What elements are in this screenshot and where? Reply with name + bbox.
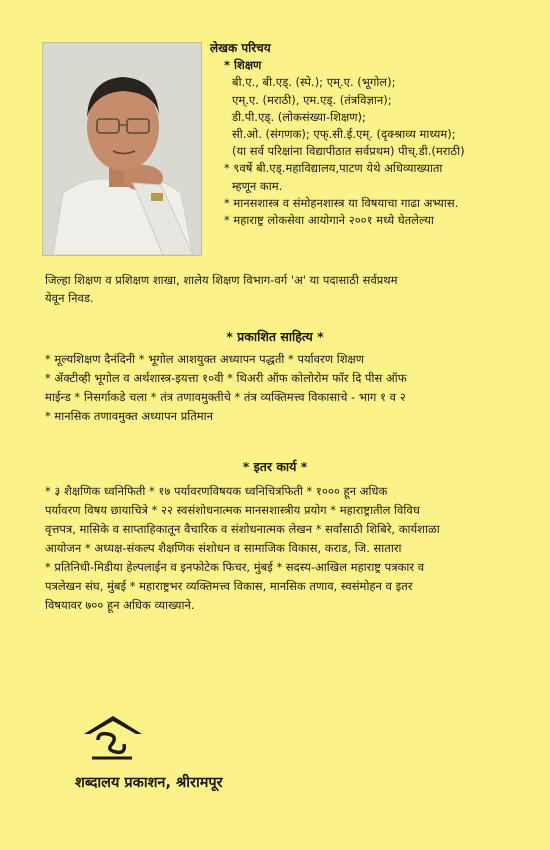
education-line: बी.ए., बी.एड्. (स्पे.); एम्.ए. (भूगोल); [232,75,396,90]
list-item: पर्यावरण विषय छायाचित्रे * २२ स्वसंशोधनात्मक मानसशास्त्रीय प्रयोग * महाराष्ट्रातील विविध [45,503,420,517]
publisher-logo-icon [78,710,148,765]
list-item: पत्रलेखन संघ, मुंबई * महाराष्ट्रभर व्यक्तिमत्त्व विकास, मानसिक तणाव, स्वसंमोहन व इतर [45,579,413,593]
list-item: * मूल्यशिक्षण दैनंदिनी * भूगोल आशयुक्त अध्यापन पद्धती * पर्यावरण शिक्षण [45,352,365,366]
author-portrait-image [43,43,201,255]
education-line: एम्.ए. (मराठी), एम.एड्. (तंत्रविज्ञान); [232,92,392,107]
other-work-list [45,482,520,615]
bio-item-mpsc: * महाराष्ट्र लोकसेवा आयोगाने २००१ मध्ये घेतलेल्या [224,213,434,228]
list-item: विषयावर ७०० हून अधिक व्याख्याने. [45,598,195,612]
list-item: वृत्तपत्र, मासिके व साप्ताहिकातून वैचारिक व संशोधनात्मक लेखन * सर्वांसाठी शिबिरे, कार्यशाळा [45,522,440,536]
bio-item-lecturer: * ९वर्षे बी.एड्.महाविद्यालय,पाटण येथे अधिव्याख्याता [224,161,443,176]
other-work-title: * इतर कार्य * [242,459,308,474]
list-item: आयोजन * अध्यक्ष-संकल्प शैक्षणिक संशोधन व सामाजिक विकास, कराड, जि. सातारा [45,541,402,555]
author-photo [42,42,202,256]
bio-item-mpsc-cont: जिल्हा शिक्षण व प्रशिक्षण शाखा, शालेय शिक्षण विभाग-वर्ग 'अ' या पदासाठी सर्वप्रथम [45,273,398,287]
list-item: * मानसिक तणावमुक्त अध्यापन प्रतिमान [45,409,214,423]
bio-item-mpsc-cont2: येवून निवड. [45,291,94,305]
list-item: * प्रतिनिधी-मिडीया हेल्पलाईन व इनफोटेक फिचर, मुंबई * सदस्य-आखिल महाराष्ट्र पत्रकार व [45,560,425,574]
publisher-name: शब्दालय प्रकाशन, श्रीरामपूर [75,775,223,791]
bio-item-lecturer-cont: म्हणून काम. [232,178,283,193]
bio-item-study: * मानसशास्त्र व संमोहनशास्त्र या विषयाचा गाढा अभ्यास. [224,195,459,210]
education-line: सी.ओ. (संगणक); एफ्.सी.ई.एम्. (दृक्श्राव्य माध्यम); [232,127,456,142]
author-bio [210,40,530,229]
education-line: (या सर्व परिक्षांना विद्यापीठात सर्वप्रथम) पीच्.डी.(मराठी) [232,144,465,159]
author-heading: लेखक परिचय [210,41,271,55]
education-heading: * शिक्षण [224,58,262,73]
education-line: डी.पी.एड्. (लोकसंख्या-शिक्षण); [232,109,366,124]
published-title: * प्रकाशित साहित्य * [226,329,324,344]
list-item: * ३ शैक्षणिक ध्वनिफिती * १७ पर्यावरणविषयक ध्वनिचित्रफिती * १००० हून अधिक [45,484,388,498]
list-item: * ॲक्टीव्ही भूगोल व अर्थशास्त्र-इयत्ता १०वी * थिअरी ऑफ कोलोरोम फॉर दि पीस ऑफ [45,371,407,385]
list-item: माईन्ड * निसर्गाकडे चला * तंत्र तणावमुक्तीचे * तंत्र व्यक्तिमत्त्व विकासाचे - भाग १ व २ [45,390,406,404]
published-list [45,350,520,426]
